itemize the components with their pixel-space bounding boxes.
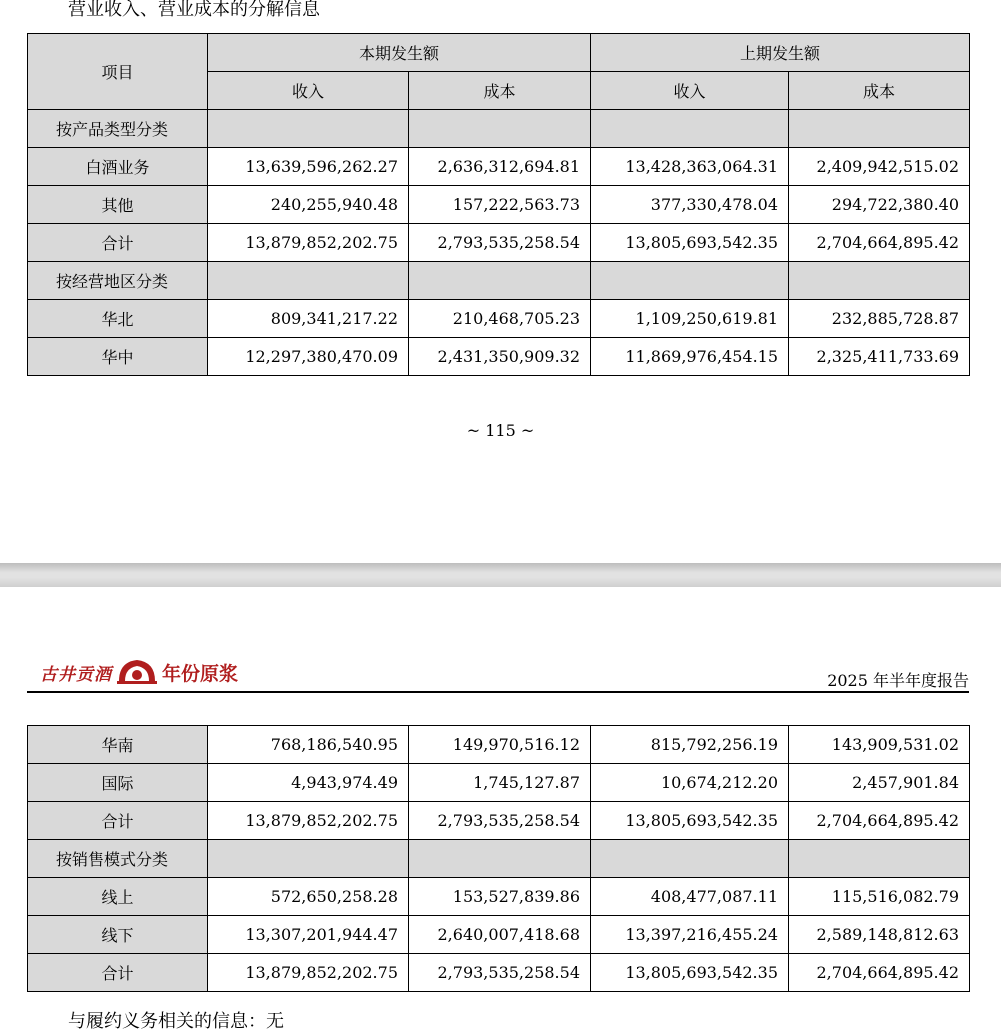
header-prior-cost: 成本	[789, 72, 970, 110]
empty-cell	[409, 840, 591, 878]
header-rule	[27, 691, 969, 693]
current-cost-cell: 1,745,127.87	[409, 764, 591, 802]
category-row	[28, 262, 970, 300]
prior-revenue-cell: 1,109,250,619.81	[591, 300, 789, 338]
empty-cell	[409, 110, 591, 148]
prior-cost-cell: 2,704,664,895.42	[789, 954, 970, 992]
prior-revenue-cell: 13,805,693,542.35	[591, 224, 789, 262]
category-row	[28, 110, 970, 148]
prior-cost-cell: 115,516,082.79	[789, 878, 970, 916]
header-item: 项目	[28, 34, 208, 110]
current-revenue-cell: 13,879,852,202.75	[208, 224, 409, 262]
page-number: ~ 115 ~	[466, 421, 535, 440]
category-label: 按销售模式分类	[28, 840, 208, 878]
header-current-cost: 成本	[409, 72, 591, 110]
prior-revenue-cell: 10,674,212.20	[591, 764, 789, 802]
empty-cell	[591, 110, 789, 148]
page-separator	[0, 563, 1001, 587]
empty-cell	[208, 110, 409, 148]
revenue-cost-table-continued	[27, 725, 970, 992]
brand-logo	[40, 655, 238, 689]
row-label: 合计	[28, 802, 208, 840]
row-label: 合计	[28, 224, 208, 262]
prior-cost-cell: 2,325,411,733.69	[789, 338, 970, 376]
prior-cost-cell: 2,457,901.84	[789, 764, 970, 802]
table-row	[28, 224, 970, 262]
current-cost-cell: 2,640,007,418.68	[409, 916, 591, 954]
row-label: 华中	[28, 338, 208, 376]
empty-cell	[208, 262, 409, 300]
row-label: 华北	[28, 300, 208, 338]
current-cost-cell: 2,793,535,258.54	[409, 954, 591, 992]
current-cost-cell: 2,431,350,909.32	[409, 338, 591, 376]
prior-revenue-cell: 13,805,693,542.35	[591, 802, 789, 840]
footer-note: 与履约义务相关的信息：无	[68, 1011, 284, 1032]
header-prior-revenue: 收入	[591, 72, 789, 110]
category-label: 按产品类型分类	[28, 110, 208, 148]
row-label: 线上	[28, 878, 208, 916]
row-label: 国际	[28, 764, 208, 802]
revenue-cost-table	[27, 33, 970, 376]
brand-script-text: 古井贡酒	[40, 664, 112, 685]
header-prior-period: 上期发生额	[591, 34, 970, 72]
row-label: 线下	[28, 916, 208, 954]
header-current-period: 本期发生额	[208, 34, 591, 72]
prior-cost-cell: 2,409,942,515.02	[789, 148, 970, 186]
prior-revenue-cell: 13,428,363,064.31	[591, 148, 789, 186]
table-row	[28, 954, 970, 992]
prior-revenue-cell: 13,397,216,455.24	[591, 916, 789, 954]
prior-cost-cell: 2,589,148,812.63	[789, 916, 970, 954]
prior-cost-cell: 2,704,664,895.42	[789, 802, 970, 840]
prior-revenue-cell: 11,869,976,454.15	[591, 338, 789, 376]
current-revenue-cell: 13,879,852,202.75	[208, 802, 409, 840]
table-row	[28, 338, 970, 376]
empty-cell	[409, 262, 591, 300]
category-row	[28, 840, 970, 878]
current-revenue-cell: 13,307,201,944.47	[208, 916, 409, 954]
report-title: 2025 年半年度报告	[827, 671, 969, 690]
current-cost-cell: 2,636,312,694.81	[409, 148, 591, 186]
brand-emblem-icon	[116, 655, 158, 689]
table-row	[28, 726, 970, 764]
current-cost-cell: 2,793,535,258.54	[409, 224, 591, 262]
table-row	[28, 300, 970, 338]
empty-cell	[591, 262, 789, 300]
current-cost-cell: 2,793,535,258.54	[409, 802, 591, 840]
current-cost-cell: 149,970,516.12	[409, 726, 591, 764]
prior-cost-cell: 143,909,531.02	[789, 726, 970, 764]
table-body	[28, 110, 970, 376]
empty-cell	[789, 840, 970, 878]
prior-cost-cell: 2,704,664,895.42	[789, 224, 970, 262]
table-row	[28, 148, 970, 186]
table-row	[28, 764, 970, 802]
row-label: 华南	[28, 726, 208, 764]
empty-cell	[591, 840, 789, 878]
current-revenue-cell: 572,650,258.28	[208, 878, 409, 916]
header-row-1	[28, 34, 970, 72]
current-revenue-cell: 809,341,217.22	[208, 300, 409, 338]
current-revenue-cell: 13,639,596,262.27	[208, 148, 409, 186]
prior-revenue-cell: 815,792,256.19	[591, 726, 789, 764]
empty-cell	[789, 110, 970, 148]
row-label: 合计	[28, 954, 208, 992]
current-cost-cell: 210,468,705.23	[409, 300, 591, 338]
current-revenue-cell: 13,879,852,202.75	[208, 954, 409, 992]
current-cost-cell: 153,527,839.86	[409, 878, 591, 916]
current-revenue-cell: 12,297,380,470.09	[208, 338, 409, 376]
table-row	[28, 802, 970, 840]
current-cost-cell: 157,222,563.73	[409, 186, 591, 224]
row-label: 白酒业务	[28, 148, 208, 186]
prior-cost-cell: 294,722,380.40	[789, 186, 970, 224]
current-revenue-cell: 4,943,974.49	[208, 764, 409, 802]
category-label: 按经营地区分类	[28, 262, 208, 300]
table-body-continued	[28, 726, 970, 992]
current-revenue-cell: 240,255,940.48	[208, 186, 409, 224]
current-revenue-cell: 768,186,540.95	[208, 726, 409, 764]
empty-cell	[789, 262, 970, 300]
prior-revenue-cell: 408,477,087.11	[591, 878, 789, 916]
prior-cost-cell: 232,885,728.87	[789, 300, 970, 338]
prior-revenue-cell: 377,330,478.04	[591, 186, 789, 224]
row-label: 其他	[28, 186, 208, 224]
brand-name: 年份原浆	[162, 662, 239, 685]
table-row	[28, 916, 970, 954]
section-title: 营业收入、营业成本的分解信息	[68, 0, 320, 20]
empty-cell	[208, 840, 409, 878]
prior-revenue-cell: 13,805,693,542.35	[591, 954, 789, 992]
table-row	[28, 878, 970, 916]
header-current-revenue: 收入	[208, 72, 409, 110]
table-row	[28, 186, 970, 224]
